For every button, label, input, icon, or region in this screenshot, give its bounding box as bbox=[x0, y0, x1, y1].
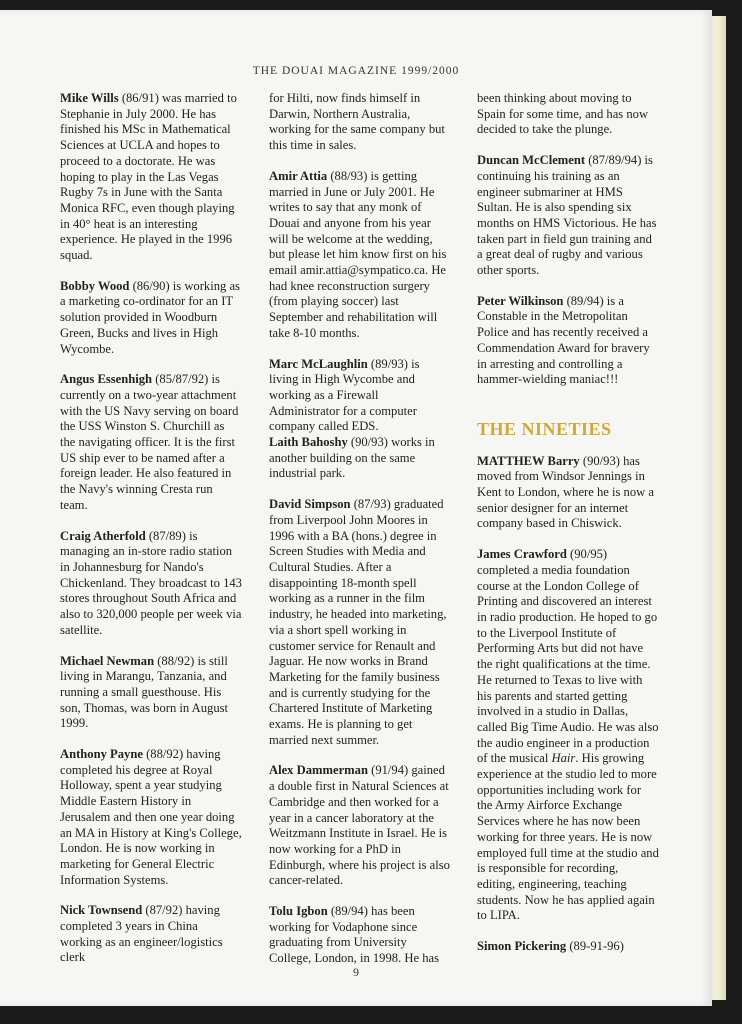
entry-continuation: been thinking about moving to Spain for some time, and has now decided to take the plunge. bbox=[477, 91, 649, 137]
entry-amir-attia: Amir Attia (88/93) is getting married in June or July 2001. He writes to say that any monk of Douai and anyone from his year will be welcome at the wedding, but please let him know first on his email amir.attia@sympatico.ca. He had knee reconstruction surgery (from playing soccer) last September and rehabilitation will take 8-10 months. bbox=[269, 168, 447, 340]
section-title: THE NINETIES bbox=[477, 418, 612, 439]
entry-alex-dammerman: Alex Dammerman (91/94) gained a double first in Natural Sciences at Cambridge and then worked for a year in a cancer laboratory at the Weitzmann Institute in Israel. He is now working for a PhD in Edinburgh, where his project is also cancer-related. bbox=[269, 763, 450, 888]
page-number: 9 bbox=[353, 965, 359, 979]
entry-laith-bahoshy: Laith Bahoshy (90/93) works in another building on the same industrial park. bbox=[269, 435, 435, 481]
entry-simon-pickering: Simon Pickering (89-91-96) bbox=[477, 939, 624, 954]
entry-mike-wills: Mike Wills (86/91) was married to Stephanie in July 2000. He has finished his MSc in Mathematical Sciences at UCLA and hopes to proceed to a doctorate. He was hoping to play in the Las Vegas Rugby 7s in June with the Santa Monica RFC, even though playing in 40° heat is an interesting experience. He played in the 1996 squad. bbox=[60, 91, 237, 263]
running-header: THE DOUAI MAGAZINE 1999/2000 bbox=[252, 65, 460, 77]
entry-anthony-payne: Anthony Payne (88/92) having completed his degree at Royal Holloway, spent a year studying Middle Eastern History in Jerusalem and then one year doing an MA in History at King's College, London. He is now working in marketing for General Electric Information Systems. bbox=[60, 747, 242, 887]
entry-david-simpson: David Simpson (87/93) graduated from Liverpool John Moores in 1996 with a BA (hons.) degree in Screen Studies with Media and Cultural Studies. After a disappointing 18-month spell working as a runner in the film industry, he headed into marketing, via a short spell working in customer service for Renault and Jaguar. He now works in Brand Marketing for the family business and is currently studying for the Chartered Institute of Marketing exams. He is planning to get married next summer. bbox=[269, 497, 447, 747]
entry-bobby-wood: Bobby Wood (86/90) is working as a marketing co-ordinator for an IT solution provided in Woodburn Green, Bucks and lives in High Wycombe. bbox=[60, 278, 240, 356]
entry-marc-mclaughlin: Marc McLaughlin (89/93) is living in High Wycombe and working as a Firewall Administrator for a computer company called EDS. bbox=[269, 356, 420, 434]
entry-peter-wilkinson: Peter Wilkinson (89/94) is a Constable in the Metropolitan Police and has recently received a Commendation Award for bravery in arresting and controlling a hammer-wielding maniac!!! bbox=[477, 293, 650, 387]
column-3 bbox=[477, 91, 659, 970]
entry-james-crawford: James Crawford (90/95) completed a media foundation course at the London College of Printing and discovered an interest in radio production. He hoped to go to the Liverpool Institute of Performing Arts but did not have the right qualifications at the time. He returned to Texas to live with his parents and started getting involved in a studio in Dallas, called Big Time Audio. He was also the audio engineer in a production of the musical Hair. His growing experience at the studio led to more opportunities including work for the Army Airforce Exchange Services where he has now been working for three years. He is now employed full time at the studio and is responsible for recording, editing, engineering, teaching students. Now he has applied again to LIPA. bbox=[477, 547, 659, 923]
page-edge bbox=[712, 16, 726, 1000]
entry-continuation: for Hilti, now finds himself in Darwin, Northern Australia, working for the same company but this time in sales. bbox=[269, 91, 445, 153]
entry-craig-atherfold: Craig Atherfold (87/89) is managing an in-store radio station in Johannesburg for Nando's Chickenland. They broadcast to 143 stores throughout South Africa and also to 320,000 people per week via satellite. bbox=[60, 528, 242, 637]
entry-matthew-barry: MATTHEW Barry (90/93) has moved from Windsor Jennings in Kent to London, where he is now a senior designer for an internet company based in Chiswick. bbox=[477, 453, 654, 531]
entry-duncan-mcclement: Duncan McClement (87/89/94) is continuing his training as an engineer submariner at HMS Sultan. He is also spending six months on HMS Victorious. He has taken part in field gun training and a great deal of rugby and various other sports. bbox=[477, 153, 657, 278]
column-2 bbox=[269, 91, 451, 982]
column-1 bbox=[60, 91, 242, 981]
entry-tolu-igbon: Tolu Igbon (89/94) has been working for Vodaphone since graduating from University College, London, in 1998. He has bbox=[269, 904, 439, 966]
entry-angus-essenhigh: Angus Essenhigh (85/87/92) is currently on a two-year attachment with the US Navy serving on board the USS Winston S. Churchill as the navigating officer. It is the first US ship ever to be named after a foreign leader. He also featured in the Navy's winning Cresta run team. bbox=[60, 372, 239, 512]
magazine-page bbox=[0, 10, 712, 1006]
entry-nick-townsend: Nick Townsend (87/92) having completed 3 years in China working as an engineer/logistics clerk bbox=[60, 903, 223, 965]
entry-michael-newman: Michael Newman (88/92) is still living in Marangu, Tanzania, and running a small guesthouse. His son, Thomas, was born in August 1999. bbox=[60, 653, 229, 731]
